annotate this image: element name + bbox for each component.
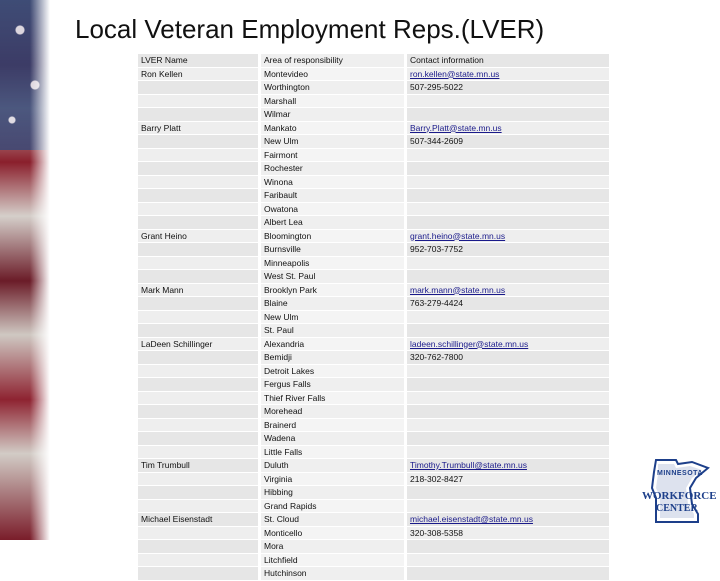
lver-name-cell: Grant Heino: [138, 229, 260, 243]
lver-name-cell: [138, 148, 260, 162]
lver-name-cell: Barry Platt: [138, 121, 260, 135]
contact-cell: [406, 540, 610, 554]
table-row: [138, 486, 609, 500]
table-row: [138, 364, 609, 378]
flag-background: [0, 0, 50, 540]
contact-cell: [406, 391, 610, 405]
table-row: [138, 108, 609, 122]
lver-name-cell: [138, 256, 260, 270]
lver-name-cell: [138, 486, 260, 500]
contact-cell[interactable]: Timothy.Trumbull@state.mn.us: [406, 459, 610, 473]
lver-name-cell: [138, 540, 260, 554]
contact-cell: [406, 378, 610, 392]
logo-line2: WORKFORCE: [642, 490, 717, 502]
contact-cell: [406, 499, 610, 513]
area-cell: Montevideo: [260, 67, 406, 81]
area-cell: Blaine: [260, 297, 406, 311]
table-row: [138, 67, 609, 81]
table-row: [138, 216, 609, 230]
lver-name-cell: [138, 526, 260, 540]
area-cell: Worthington: [260, 81, 406, 95]
contact-cell: 218-302-8427: [406, 472, 610, 486]
table-row: [138, 310, 609, 324]
table-row: [138, 189, 609, 203]
table-row: [138, 337, 609, 351]
contact-cell[interactable]: Barry.Platt@state.mn.us: [406, 121, 610, 135]
area-cell: Owatona: [260, 202, 406, 216]
contact-cell[interactable]: grant.heino@state.mn.us: [406, 229, 610, 243]
lver-name-cell: [138, 243, 260, 257]
contact-cell: 320-762-7800: [406, 351, 610, 365]
table-row: [138, 229, 609, 243]
contact-cell: [406, 148, 610, 162]
area-cell: Area of responsibility: [260, 54, 406, 67]
contact-cell[interactable]: ladeen.schillinger@state.mn.us: [406, 337, 610, 351]
area-cell: Hibbing: [260, 486, 406, 500]
table-row: [138, 378, 609, 392]
area-cell: Brooklyn Park: [260, 283, 406, 297]
table-row: [138, 459, 609, 473]
contact-cell: [406, 202, 610, 216]
area-cell: West St. Paul: [260, 270, 406, 284]
area-cell: St. Paul: [260, 324, 406, 338]
table-header-row: [138, 54, 609, 67]
area-cell: Winona: [260, 175, 406, 189]
contact-cell: [406, 432, 610, 446]
contact-cell: [406, 216, 610, 230]
contact-cell[interactable]: ron.kellen@state.mn.us: [406, 67, 610, 81]
contact-cell[interactable]: michael.eisenstadt@state.mn.us: [406, 513, 610, 527]
contact-cell: [406, 94, 610, 108]
lver-name-cell: [138, 297, 260, 311]
area-cell: Duluth: [260, 459, 406, 473]
page-title: Local Veteran Employment Reps.(LVER): [75, 14, 545, 44]
table-row: [138, 202, 609, 216]
lver-name-cell: [138, 351, 260, 365]
area-cell: St. Cloud: [260, 513, 406, 527]
table-row: [138, 513, 609, 527]
area-cell: Bemidji: [260, 351, 406, 365]
lver-name-cell: [138, 432, 260, 446]
area-cell: Alexandria: [260, 337, 406, 351]
area-cell: New Ulm: [260, 135, 406, 149]
lver-name-cell: [138, 162, 260, 176]
lver-name-cell: [138, 567, 260, 581]
area-cell: Morehead: [260, 405, 406, 419]
lver-name-cell: [138, 135, 260, 149]
area-cell: Mankato: [260, 121, 406, 135]
lver-name-cell: [138, 189, 260, 203]
contact-cell: 507-344-2609: [406, 135, 610, 149]
lver-name-cell: Michael Eisenstadt: [138, 513, 260, 527]
lver-name-cell: Mark Mann: [138, 283, 260, 297]
area-cell: Mora: [260, 540, 406, 554]
area-cell: Wadena: [260, 432, 406, 446]
area-cell: Bloomington: [260, 229, 406, 243]
table-row: [138, 405, 609, 419]
contact-cell: [406, 324, 610, 338]
lver-name-cell: [138, 364, 260, 378]
lver-name-cell: [138, 391, 260, 405]
contact-cell: Contact information: [406, 54, 610, 67]
lver-name-cell: [138, 418, 260, 432]
lver-name-cell: [138, 499, 260, 513]
area-cell: Marshall: [260, 94, 406, 108]
lver-name-cell: [138, 472, 260, 486]
contact-cell: 763-279-4424: [406, 297, 610, 311]
lver-name-cell: [138, 378, 260, 392]
table-row: [138, 540, 609, 554]
table-row: [138, 445, 609, 459]
contact-cell: [406, 486, 610, 500]
area-cell: Fairmont: [260, 148, 406, 162]
lver-name-cell: Ron Kellen: [138, 67, 260, 81]
table-row: [138, 81, 609, 95]
table-row: [138, 297, 609, 311]
area-cell: Wilmar: [260, 108, 406, 122]
lver-name-cell: [138, 405, 260, 419]
lver-name-cell: Tim Trumbull: [138, 459, 260, 473]
lver-table: [138, 54, 609, 581]
area-cell: Grand Rapids: [260, 499, 406, 513]
flag-fade: [30, 0, 50, 540]
area-cell: Detroit Lakes: [260, 364, 406, 378]
contact-cell: [406, 405, 610, 419]
lver-name-cell: [138, 108, 260, 122]
lver-name-cell: LVER Name: [138, 54, 260, 67]
table-row: [138, 162, 609, 176]
lver-name-cell: [138, 81, 260, 95]
lver-name-cell: [138, 216, 260, 230]
table-row: [138, 270, 609, 284]
contact-cell: [406, 175, 610, 189]
table-row: [138, 243, 609, 257]
table-row: [138, 351, 609, 365]
table-row: [138, 418, 609, 432]
contact-cell: [406, 364, 610, 378]
table-row: [138, 391, 609, 405]
contact-cell: 952-703-7752: [406, 243, 610, 257]
table-row: [138, 432, 609, 446]
area-cell: Burnsville: [260, 243, 406, 257]
table-row: [138, 526, 609, 540]
lver-name-cell: [138, 94, 260, 108]
contact-cell: [406, 310, 610, 324]
contact-cell: [406, 445, 610, 459]
area-cell: Hutchinson: [260, 567, 406, 581]
contact-cell: 320-308-5358: [406, 526, 610, 540]
lver-name-cell: [138, 175, 260, 189]
contact-cell: [406, 256, 610, 270]
contact-cell: [406, 162, 610, 176]
lver-name-cell: [138, 445, 260, 459]
area-cell: Virginia: [260, 472, 406, 486]
table-row: [138, 472, 609, 486]
table-row: [138, 283, 609, 297]
area-cell: Little Falls: [260, 445, 406, 459]
contact-cell: [406, 189, 610, 203]
table-row: [138, 256, 609, 270]
area-cell: Thief River Falls: [260, 391, 406, 405]
area-cell: Litchfield: [260, 553, 406, 567]
contact-cell: [406, 553, 610, 567]
area-cell: Minneapolis: [260, 256, 406, 270]
contact-cell: 507-295-5022: [406, 81, 610, 95]
lver-name-cell: [138, 553, 260, 567]
lver-name-cell: LaDeen Schillinger: [138, 337, 260, 351]
area-cell: Faribault: [260, 189, 406, 203]
table-row: [138, 135, 609, 149]
logo-line1: MINNESOTA: [657, 470, 703, 477]
table-row: [138, 121, 609, 135]
area-cell: Fergus Falls: [260, 378, 406, 392]
contact-cell: [406, 108, 610, 122]
area-cell: New Ulm: [260, 310, 406, 324]
contact-cell: [406, 567, 610, 581]
contact-cell[interactable]: mark.mann@state.mn.us: [406, 283, 610, 297]
table-row: [138, 324, 609, 338]
table-row: [138, 567, 609, 581]
lver-name-cell: [138, 310, 260, 324]
table-row: [138, 94, 609, 108]
logo-line3: CENTER: [656, 503, 698, 514]
lver-name-cell: [138, 324, 260, 338]
contact-cell: [406, 418, 610, 432]
table-row: [138, 553, 609, 567]
lver-name-cell: [138, 202, 260, 216]
area-cell: Brainerd: [260, 418, 406, 432]
area-cell: Rochester: [260, 162, 406, 176]
table-row: [138, 175, 609, 189]
lver-name-cell: [138, 270, 260, 284]
area-cell: Monticello: [260, 526, 406, 540]
table-row: [138, 148, 609, 162]
table-row: [138, 499, 609, 513]
contact-cell: [406, 270, 610, 284]
area-cell: Albert Lea: [260, 216, 406, 230]
